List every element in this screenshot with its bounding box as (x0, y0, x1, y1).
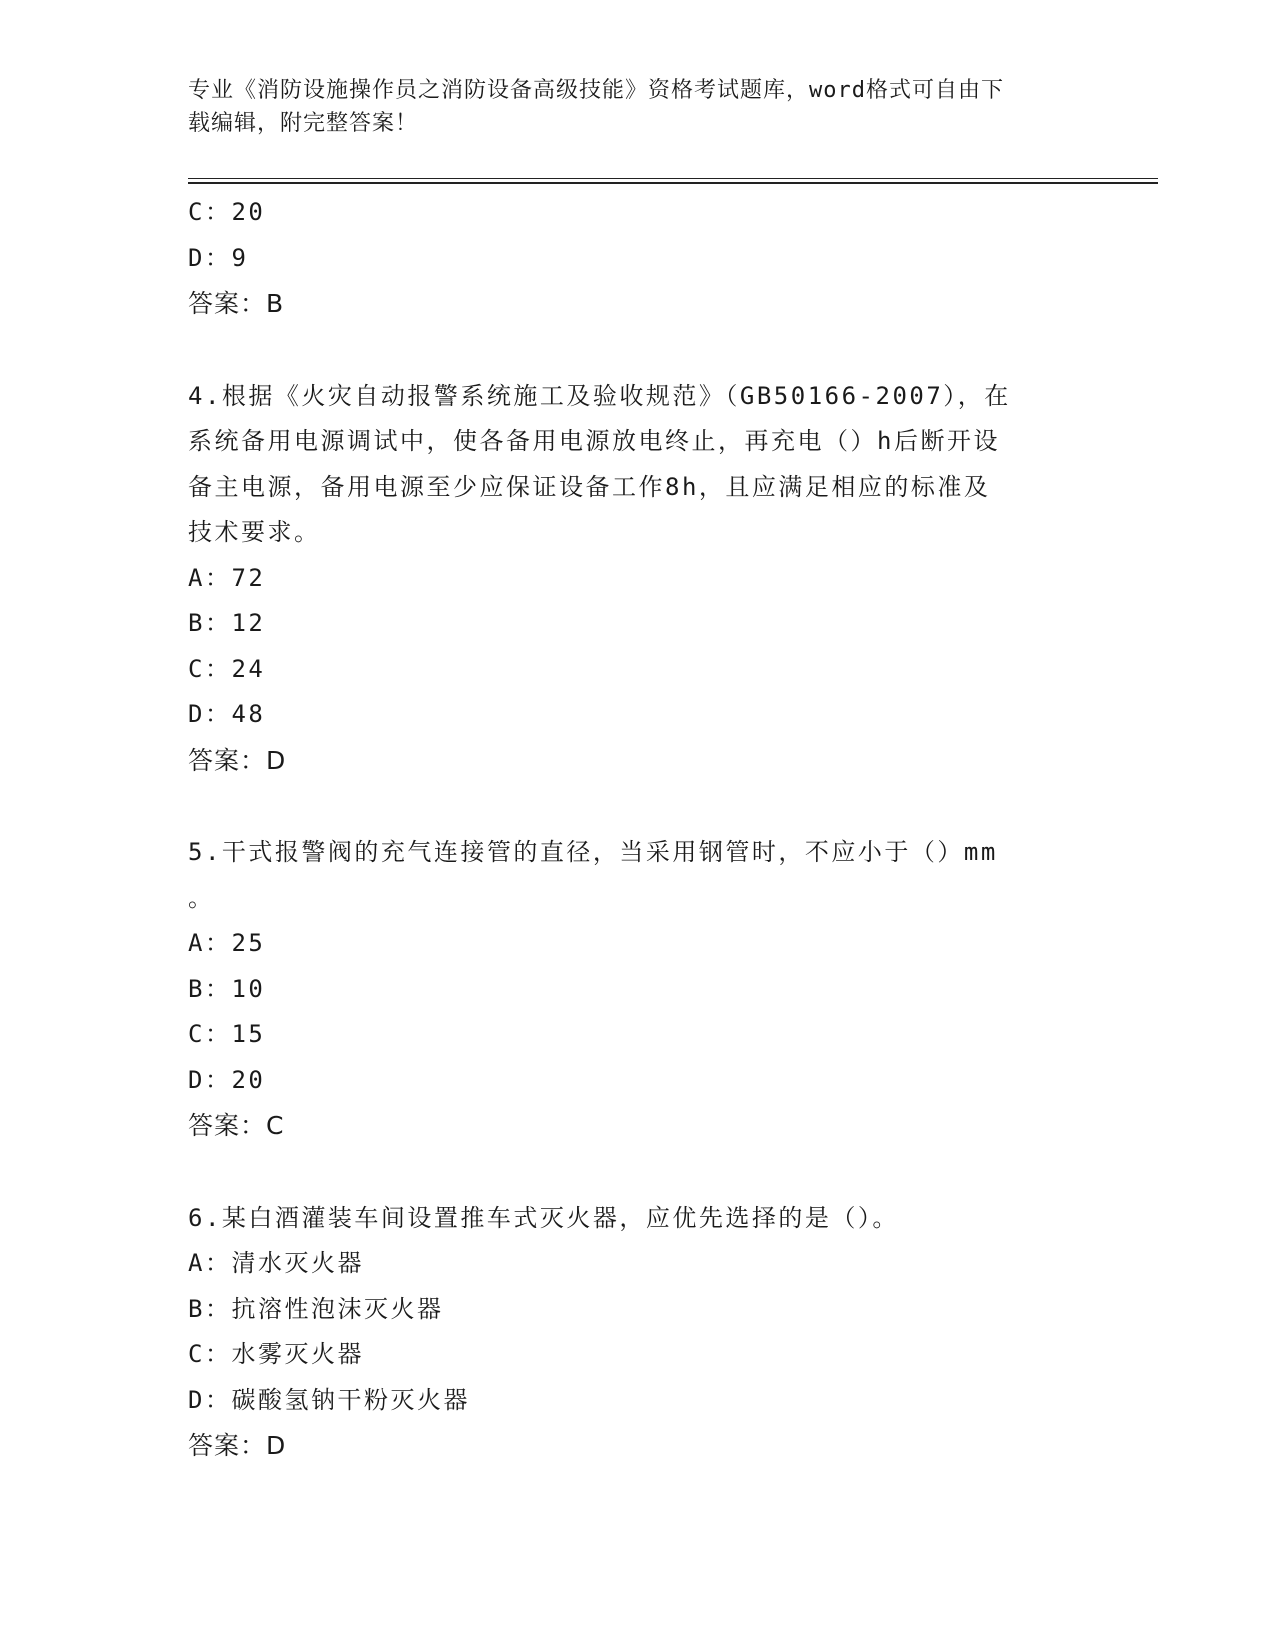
option-a: A：清水灭火器 (188, 1249, 364, 1277)
question-text-line: 。 (188, 883, 215, 912)
option-d: D：碳酸氢钠干粉灭火器 (188, 1385, 470, 1414)
option-b: B：抗溶性泡沫灭火器 (188, 1294, 444, 1323)
answer-line: 答案：D (188, 745, 287, 775)
question-6 (188, 1196, 1088, 1469)
question-text-line: 系统备用电源调试中，使各备用电源放电终止，再充电（）h后断开设 (188, 427, 1000, 455)
question-text-line: 5.干式报警阀的充气连接管的直径，当采用钢管时，不应小于（）mm (188, 838, 998, 866)
option-d: D：20 (188, 1065, 266, 1094)
answer-line: 答案：D (188, 1431, 287, 1460)
question-3-tail (188, 190, 1088, 327)
option-c: C：24 (188, 654, 266, 683)
option-b: B：12 (188, 609, 266, 637)
header-divider-thick (188, 182, 1158, 184)
option-c: C：水雾灭火器 (188, 1340, 364, 1368)
header-line-2: 载编辑，附完整答案！ (188, 111, 419, 136)
question-text-line: 备主电源，备用电源至少应保证设备工作8h，且应满足相应的标准及 (188, 472, 991, 501)
option-c: C：15 (188, 1020, 266, 1048)
header-divider-thin (188, 178, 1158, 179)
answer-line: 答案：B (188, 289, 285, 318)
spacer (188, 327, 1088, 374)
option-b: B：10 (188, 974, 266, 1003)
option-d: D：9 (188, 243, 249, 272)
document-header (188, 74, 1088, 140)
option-a: A：72 (188, 563, 266, 592)
question-text-line: 6.某白酒灌装车间设置推车式灭火器，应优先选择的是（）。 (188, 1203, 899, 1232)
question-text-line: 4.根据《火灾自动报警系统施工及验收规范》（GB50166-2007），在 (188, 381, 1011, 410)
header-line-1: 专业《消防设施操作员之消防设备高级技能》资格考试题库，word格式可自由下 (188, 78, 1004, 103)
question-text-line: 技术要求。 (188, 518, 321, 546)
answer-line: 答案：C (188, 1111, 285, 1140)
question-4 (188, 374, 1088, 784)
option-a: A：25 (188, 929, 266, 957)
option-d: D：48 (188, 700, 266, 728)
question-5 (188, 830, 1088, 1149)
spacer (188, 783, 1088, 830)
spacer (188, 1149, 1088, 1196)
question-list (188, 190, 1088, 1469)
option-c: C：20 (188, 198, 266, 226)
